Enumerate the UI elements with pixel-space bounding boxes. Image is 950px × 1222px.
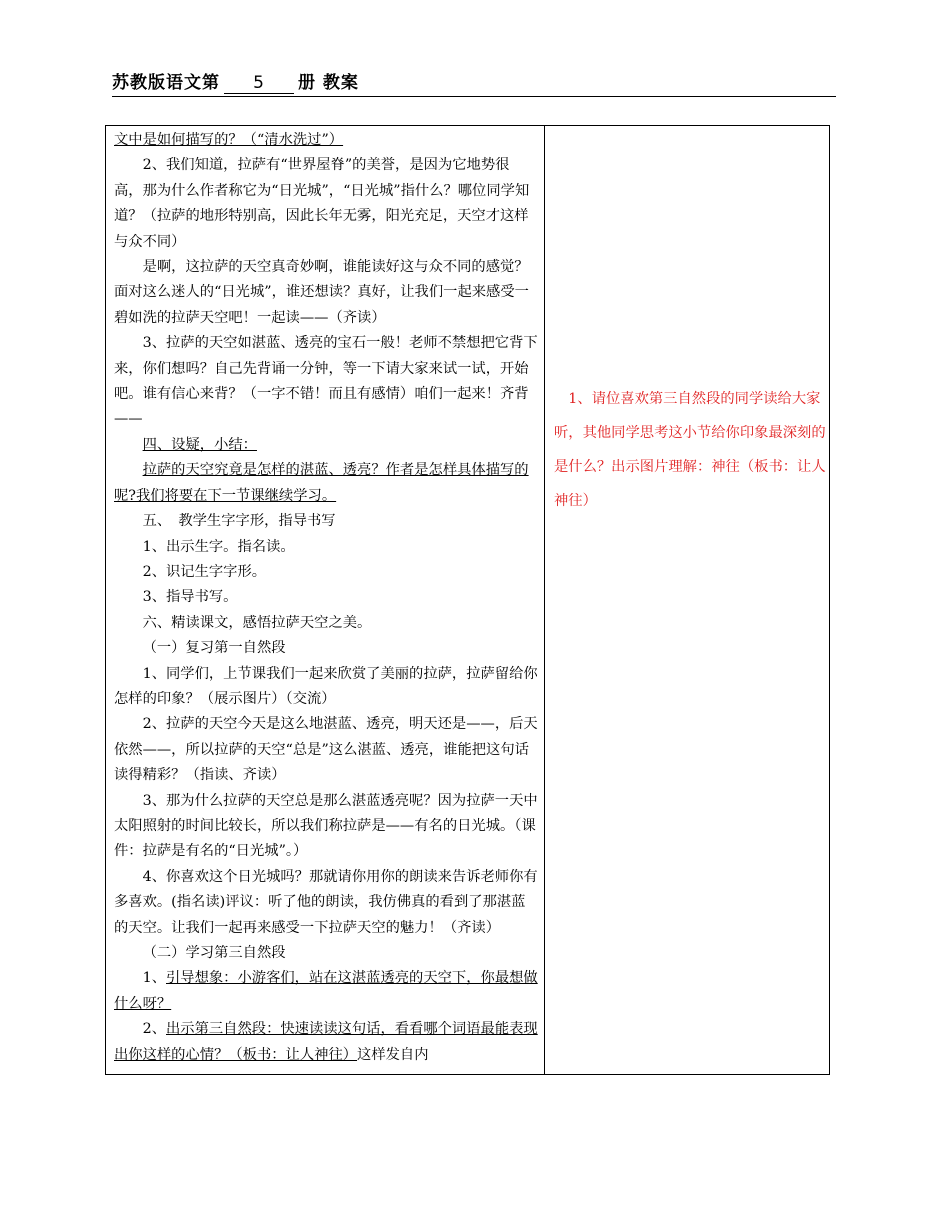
- subsection-heading: （一）复习第一自然段: [142, 640, 286, 657]
- paragraph: 3、拉萨的天空如湛蓝、透亮的宝石一般！老师不禁想把它背下来，你们想吗？自己先背诵一分钟，等一下请大家来试一试，开始吧。谁有信心来背？（一字不错！而且有感情）咱们一起来！齐背——: [114, 335, 538, 428]
- item-text: 引导想象：小游客们，站在这湛蓝透亮的天空下，你最想做什么呀？: [114, 970, 538, 1012]
- paragraph: 1、同学们，上节课我们一起来欣赏了美丽的拉萨，拉萨留给你怎样的印象？（展示图片）（交流）: [114, 665, 538, 707]
- paragraph: 2、我们知道，拉萨有“世界屋脊”的美誉，是因为它地势很高，那为什么作者称它为“日光城”，“日光城”指什么？哪位同学知道？（拉萨的地形特别高，因此长年无雾，阳光充足，天空才这样与众不同）: [114, 157, 530, 250]
- paragraph: 4、你喜欢这个日光城吗？那就请你用你的朗读来告诉老师你有多喜欢。(指名读)评议：听了他的朗读，我仿佛真的看到了那湛蓝的天空。让我们一起再来感受一下拉萨天空的魅力！（齐读）: [114, 868, 538, 936]
- lesson-content-column: [114, 128, 538, 1068]
- item-number: 2、: [142, 1021, 166, 1038]
- list-item: 2、识记生字字形。: [142, 563, 267, 580]
- header-prefix: 苏教版语文第: [112, 73, 220, 93]
- item-text: 出示第三自然段：快速读读这句话，看看哪个词语最能表现出你这样的心情？（板书：让人神往）: [114, 1021, 538, 1063]
- page-header: [112, 68, 836, 97]
- column-divider: [544, 126, 545, 1074]
- header-suffix: 册 教案: [298, 73, 359, 93]
- section-heading: 五、 教学生字字形，指导书写: [142, 513, 336, 530]
- header-volume: 5: [224, 73, 294, 94]
- paragraph: 拉萨的天空究竟是怎样的湛蓝、透亮？作者是怎样具体描写的呢?我们将要在下一节课继续学习。: [114, 462, 529, 504]
- section-heading: [114, 433, 538, 458]
- paragraph: 2、拉萨的天空今天是这么地湛蓝、透亮，明天还是——，后天依然——，所以拉萨的天空“总是”这么湛蓝、透亮，谁能把这句话读得精彩？（指读、齐读）: [114, 716, 538, 784]
- list-item: 1、出示生字。指名读。: [142, 538, 295, 555]
- lesson-table: [105, 125, 830, 1075]
- paragraph: 文中是如何描写的？（“清水洗过”）: [114, 132, 344, 148]
- teacher-note: 1、请位喜欢第三自然段的同学读给大家听，其他同学思考这小节给你印象最深刻的是什么？出示图片理解：神往（板书：让人神往）: [554, 391, 826, 509]
- paragraph: 3、那为什么拉萨的天空总是那么湛蓝透亮呢？因为拉萨一天中太阳照射的时间比较长，所以我们称拉萨是——有名的日光城。（课件：拉萨是有名的“日光城”。）: [114, 792, 538, 860]
- section-heading-text: 四、设疑，小结：: [142, 436, 257, 453]
- header-title: [112, 68, 359, 94]
- paragraph: 是啊，这拉萨的天空真奇妙啊，谁能读好这与众不同的感觉？面对这么迷人的“日光城”，谁还想读？真好，让我们一起来感受一碧如洗的拉萨天空吧！一起读——（齐读）: [114, 259, 529, 326]
- paragraph: [114, 966, 538, 1017]
- paragraph: [114, 1017, 538, 1068]
- subsection-heading: （二）学习第三自然段: [142, 945, 286, 961]
- list-item: 3、指导书写。: [142, 589, 238, 606]
- section-heading: 六、精读课文，感悟拉萨天空之美。: [142, 614, 372, 631]
- item-tail: 这样发自内: [357, 1046, 429, 1063]
- item-number: 1、: [142, 970, 166, 987]
- teacher-notes-column: [554, 382, 826, 518]
